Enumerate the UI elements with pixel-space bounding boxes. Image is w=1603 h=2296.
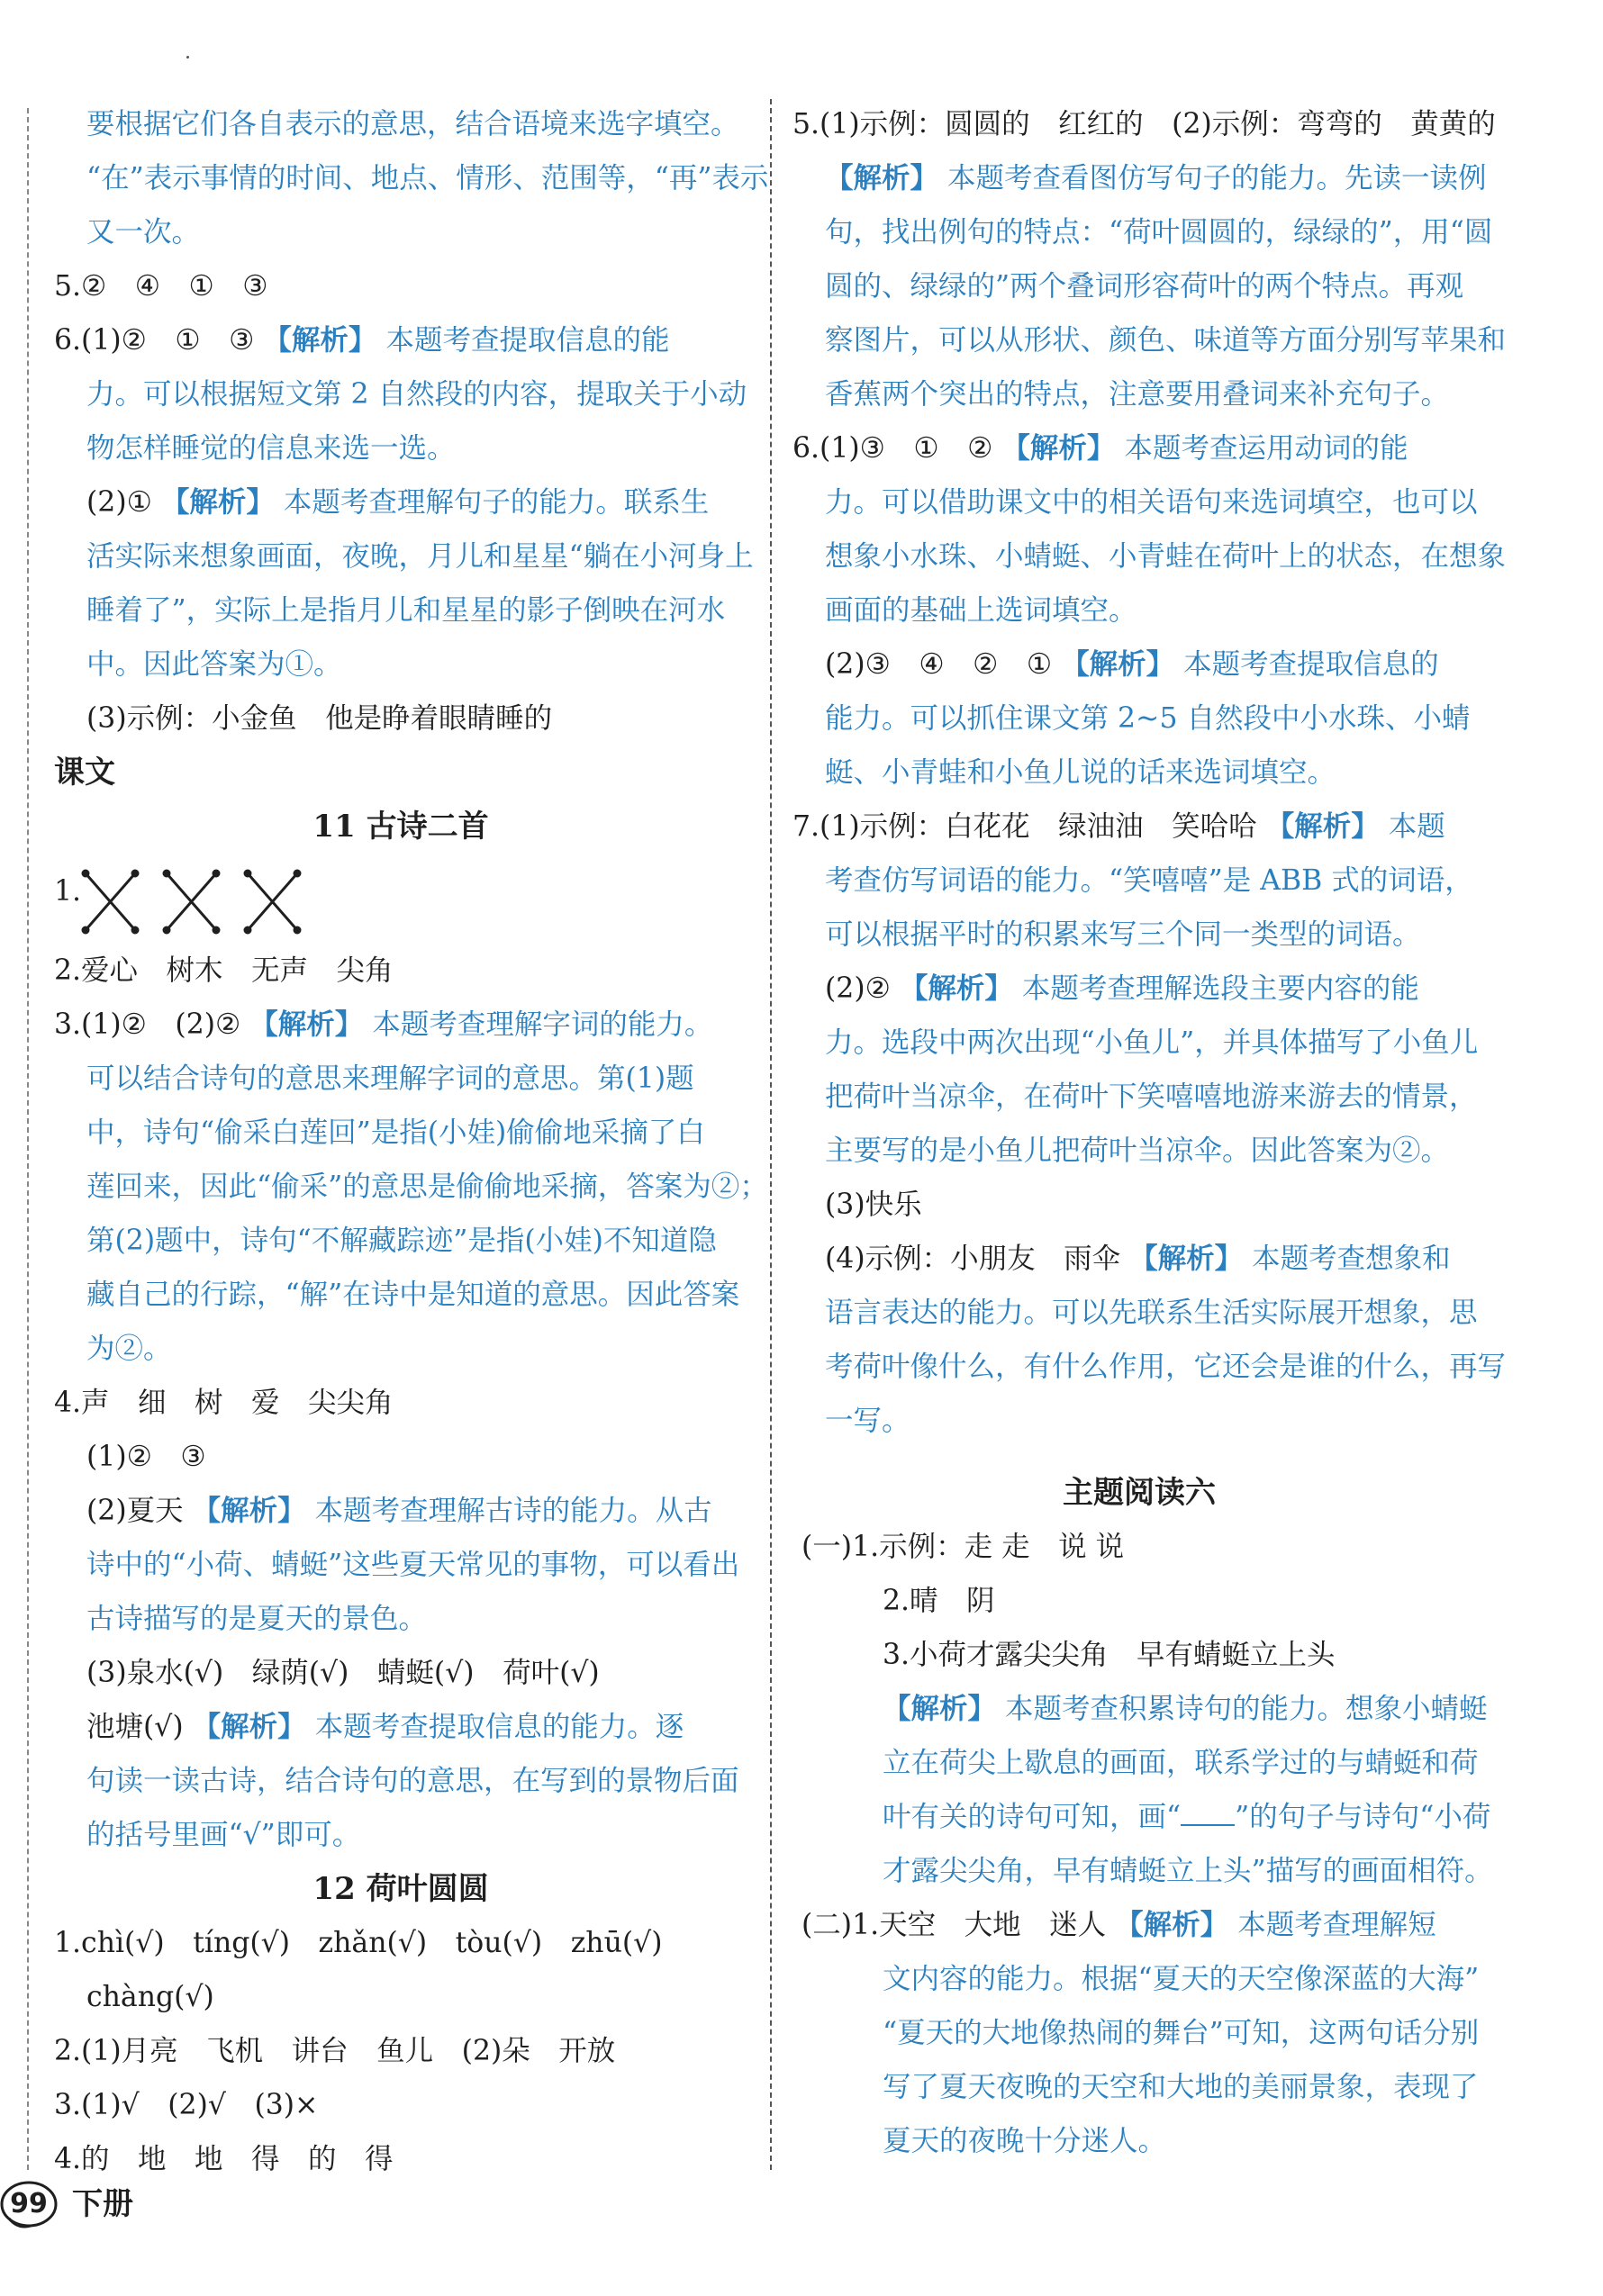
answer-text: (2)夏天 (86, 1495, 184, 1527)
answer-2: 2.爱心 树木 无声 尖角 (54, 954, 394, 987)
analysis-tag: 【解析】 (883, 1692, 997, 1725)
answer-4-3: (3)泉水(√) 绿荫(√) 蜻蜓(√) 荷叶(√) (86, 1657, 600, 1689)
analysis-text: 本题考查提取信息的能 (385, 324, 670, 357)
answer-text: (4)示例：小朋友 雨伞 (825, 1243, 1121, 1275)
text-line: 活实际来想象画面，夜晚，月儿和星星“躺在小河身上 (86, 540, 754, 573)
text-line: 画面的基础上选词填空。 (825, 594, 1137, 627)
text-line: 力。可以根据短文第 2 自然段的内容，提取关于小动 (86, 378, 747, 411)
answer-12-1-cont: chàng(√) (86, 1981, 214, 2013)
text-line: 一写。 (825, 1405, 910, 1437)
text-line: 文内容的能力。根据“夏天的天空像深蓝的大海” (883, 1963, 1480, 1995)
text-line: 主要写的是小鱼儿把荷叶当凉伞。因此答案为②。 (825, 1134, 1450, 1167)
text-line (883, 1790, 1490, 1844)
answer-text: 3.(1)② (2)② (54, 1008, 241, 1041)
reading-1-analysis (883, 1682, 1488, 1736)
answer-text: 池塘(√) (86, 1711, 184, 1743)
analysis-text: 本题考查运用动词的能 (1124, 432, 1408, 465)
answer-12-6-1 (792, 421, 1408, 475)
answer-12-7-2 (825, 962, 1419, 1016)
analysis-tag: 【解析】 (1265, 809, 1380, 843)
text-line: 藏自己的行踪，“解”在诗中是知道的意思。因此答案 (86, 1279, 740, 1311)
analysis-tag: 【解析】 (263, 323, 377, 357)
analysis-tag: 【解析】 (1115, 1908, 1229, 1941)
text-line: 写了夏天夜晚的天空和大地的美丽景象，表现了 (883, 2071, 1479, 2103)
answer-text: 7.(1)示例：白花花 绿油油 笑哈哈 (792, 810, 1257, 843)
speck (186, 56, 189, 59)
page-number: 99 (10, 2188, 48, 2219)
text-line: 又一次。 (86, 216, 201, 249)
column-divider (770, 99, 772, 2170)
text-line: 句，找出例句的特点：“荷叶圆圆的，绿绿的”，用“圆 (825, 216, 1493, 249)
analysis-12-5 (825, 151, 1487, 205)
text-line: 能力。可以抓住课文第 2~5 自然段中小水珠、小蜻 (825, 702, 1471, 735)
answer-4-1: (1)② ③ (86, 1441, 206, 1473)
text-line: 夏天的夜晚十分迷人。 (883, 2125, 1167, 2157)
analysis-tag: 【解析】 (825, 161, 939, 194)
answer-6-3: (3)示例：小金鱼 他是睁着眼睛睡的 (86, 702, 553, 735)
text-line: 第(2)题中，诗句“不解藏踪迹”是指(小娃)不知道隐 (86, 1225, 717, 1257)
lesson-title-12: 12 荷叶圆圆 (312, 1871, 489, 1907)
answer-12-7-3: (3)快乐 (825, 1189, 922, 1221)
text-line: 的括号里画“√”即可。 (86, 1819, 361, 1851)
answer-4-2 (86, 1484, 712, 1538)
text-line: “夏天的大地像热闹的舞台”可知，这两句话分别 (883, 2017, 1480, 2049)
text-line: 诗中的“小荷、蜻蜓”这些夏天常见的事物，可以看出 (86, 1549, 740, 1581)
analysis-text: 本题考查理解句子的能力。联系生 (283, 486, 710, 519)
analysis-tag: 【解析】 (1129, 1242, 1244, 1275)
analysis-text: 本题考查理解选段主要内容的能 (1021, 972, 1419, 1005)
analysis-text: 本题考查提取信息的能力。逐 (314, 1711, 684, 1743)
reading-2-1 (802, 1898, 1436, 1952)
reading-1-2: 2.晴 阴 (883, 1585, 995, 1617)
text-line: 考荷叶像什么，有什么作用，它还会是谁的什么，再写 (825, 1351, 1507, 1383)
reading-1-1: (一)1.示例：走 走 说 说 (802, 1531, 1125, 1563)
analysis-tag: 【解析】 (249, 1008, 364, 1041)
section-title-reading-6: 主题阅读六 (1063, 1475, 1216, 1511)
text-line: 语言表达的能力。可以先联系生活实际展开想象，思 (825, 1297, 1478, 1329)
text-line: 蜓、小青蛙和小鱼儿说的话来选词填空。 (825, 756, 1336, 789)
text-line: 力。选段中两次出现“小鱼儿”，并具体描写了小鱼儿 (825, 1026, 1479, 1059)
page-number-badge (0, 2177, 63, 2233)
analysis-tag: 【解析】 (192, 1710, 306, 1743)
answer-12-7-1 (792, 800, 1445, 854)
answer-6-2 (86, 475, 709, 529)
text-line: 立在荷尖上歇息的画面，联系学过的与蜻蜓和荷 (883, 1747, 1479, 1779)
text-part: ”的句子与诗句“小荷 (1235, 1801, 1491, 1833)
answer-5: 5.② ④ ① ③ (54, 270, 268, 303)
answer-12-6-2 (825, 637, 1439, 692)
answer-1-matching (54, 864, 81, 918)
answer-text: (2)② (825, 972, 891, 1005)
answer-text: (2)① (86, 486, 152, 519)
answer-12-5: 5.(1)示例：圆圆的 红红的 (2)示例：弯弯的 黄黄的 (792, 108, 1496, 140)
text-line: 莲回来，因此“偷采”的意思是偷偷地采摘，答案为②； (86, 1171, 768, 1203)
analysis-text: 本题考查想象和 (1252, 1243, 1451, 1275)
text-line: 中，诗句“偷采白莲回”是指(小娃)偷偷地采摘了白 (86, 1116, 705, 1149)
text-line: 圆的、绿绿的”两个叠词形容荷叶的两个特点。再观 (825, 270, 1464, 303)
text-line: 中。因此答案为①。 (86, 648, 342, 681)
text-line: 物怎样睡觉的信息来选一选。 (86, 432, 456, 465)
analysis-text: 本题考查积累诗句的能力。想象小蜻蜓 (1005, 1693, 1488, 1725)
answer-text: 6.(1)③ ① ② (792, 432, 993, 465)
lesson-title-11: 11 古诗二首 (312, 809, 489, 845)
text-part: 叶有关的诗句可知，画“ (883, 1801, 1182, 1833)
section-heading: 课文 (54, 755, 115, 791)
left-margin-rule (27, 108, 29, 2170)
answer-text: 6.(1)② ① ③ (54, 324, 255, 357)
analysis-text: 本题考查理解字词的能力。 (372, 1008, 713, 1041)
answer-12-3: 3.(1)√ (2)√ (3)× (54, 2089, 319, 2121)
answer-12-2: 2.(1)月亮 飞机 讲台 鱼儿 (2)朵 开放 (54, 2035, 616, 2067)
text-line: “在”表示事情的时间、地点、情形、范围等，“再”表示 (86, 162, 769, 194)
volume-label: 下册 (72, 2186, 133, 2222)
text-line: 古诗描写的是夏天的景色。 (86, 1603, 428, 1635)
text-line: 把荷叶当凉伞，在荷叶下笑嘻嘻地游来游去的情景， (825, 1080, 1478, 1113)
analysis-text: 本题考查提取信息的 (1183, 648, 1439, 681)
text-line: 可以结合诗句的意思来理解字词的意思。第(1)题 (86, 1062, 694, 1095)
text-line: 想象小水珠、小蜻蜓、小青蛙在荷叶上的状态，在想象 (825, 540, 1507, 573)
text-line: 察图片，可以从形状、颜色、味道等方面分别写苹果和 (825, 324, 1507, 357)
answer-4-3-cont (86, 1700, 684, 1754)
analysis-text: 本题考查理解古诗的能力。从古 (314, 1495, 712, 1527)
answer-text: 1. (54, 875, 82, 908)
text-line: 句读一读古诗，结合诗句的意思，在写到的景物后面 (86, 1765, 739, 1797)
text-line: 考查仿写词语的能力。“笑嘻嘻”是 ABB 式的词语， (825, 864, 1473, 897)
answer-text: (2)③ ④ ② ① (825, 648, 1053, 681)
analysis-text: 本题考查理解短 (1237, 1909, 1436, 1941)
reading-1-3: 3.小荷才露尖尖角 早有蜻蜓立上头 (883, 1639, 1336, 1671)
answer-12-4: 4.的 地 地 得 的 得 (54, 2143, 394, 2175)
analysis-text: 本题 (1388, 810, 1445, 843)
answer-text: (二)1.天空 大地 迷人 (802, 1909, 1107, 1941)
text-line: 要根据它们各自表示的意思，结合语境来选字填空。 (86, 108, 739, 140)
analysis-tag: 【解析】 (899, 972, 1013, 1005)
text-line: 睡着了”，实际上是指月儿和星星的影子倒映在河水 (86, 594, 726, 627)
analysis-tag: 【解析】 (192, 1494, 306, 1527)
text-line: 可以根据平时的积累来写三个同一类型的词语。 (825, 918, 1421, 951)
answer-12-7-4 (825, 1232, 1451, 1286)
analysis-tag: 【解析】 (1001, 431, 1116, 465)
underline-blank (1181, 1803, 1235, 1826)
answer-3 (54, 998, 712, 1052)
answer-4: 4.声 细 树 爱 尖尖角 (54, 1387, 394, 1419)
text-line: 力。可以借助课文中的相关语句来选词填空，也可以 (825, 486, 1478, 519)
answer-6-1 (54, 313, 669, 367)
analysis-text: 本题考查看图仿写句子的能力。先读一读例 (947, 162, 1487, 194)
text-line: 为②。 (86, 1333, 172, 1365)
answer-12-1: 1.chì(√) tíng(√) zhǎn(√) tòu(√) zhū(√) (54, 1927, 663, 1959)
matching-lines-figure (81, 869, 360, 936)
analysis-tag: 【解析】 (1061, 647, 1175, 681)
text-line: 香蕉两个突出的特点，注意要用叠词来补充句子。 (825, 378, 1450, 411)
analysis-tag: 【解析】 (160, 485, 275, 519)
text-line: 才露尖尖角，早有蜻蜓立上头”描写的画面相符。 (883, 1855, 1493, 1887)
